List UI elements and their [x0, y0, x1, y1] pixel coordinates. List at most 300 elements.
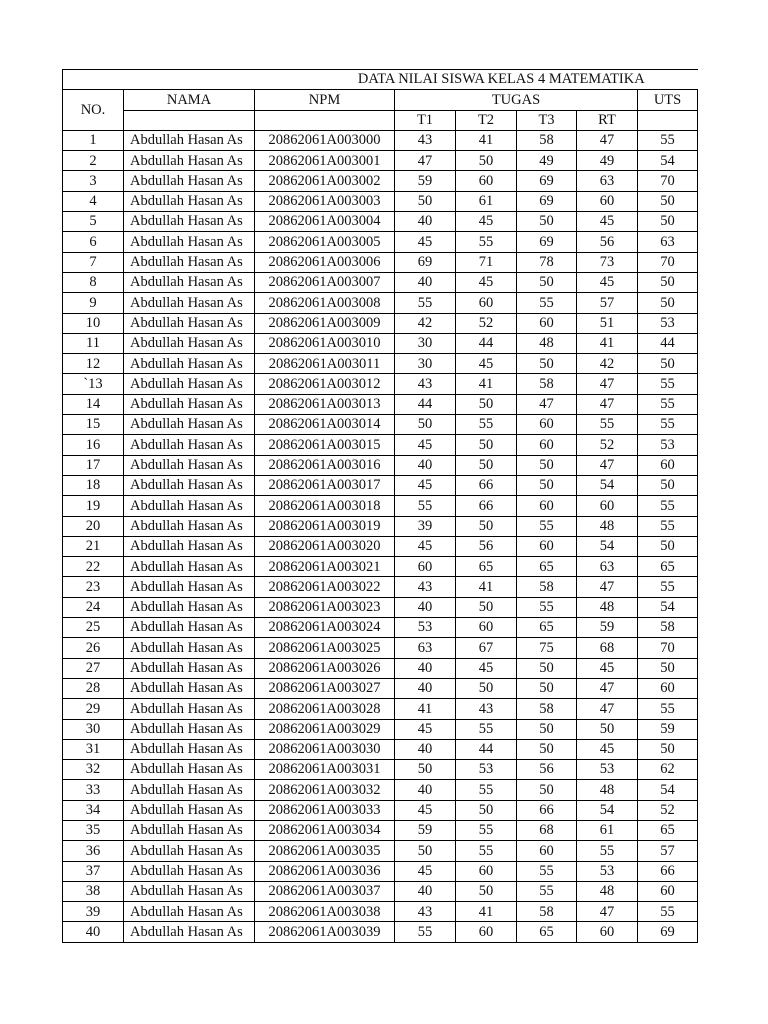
cell-t3: 50: [517, 678, 577, 698]
cell-t3: 60: [517, 435, 577, 455]
cell-nama: Abdullah Hasan As: [124, 739, 255, 759]
cell-t1: 55: [395, 293, 456, 313]
cell-t3: 50: [517, 739, 577, 759]
title-row: [63, 70, 698, 90]
cell-no: 8: [63, 272, 124, 292]
cell-t3: 50: [517, 272, 577, 292]
cell-rt: 63: [577, 171, 638, 191]
cell-no: 35: [63, 820, 124, 840]
header-t1: T1: [395, 110, 456, 130]
cell-nama: Abdullah Hasan As: [124, 902, 255, 922]
cell-nama: Abdullah Hasan As: [124, 557, 255, 577]
cell-t2: 60: [456, 293, 517, 313]
table-row: [63, 800, 698, 820]
cell-rt: 54: [577, 475, 638, 495]
cell-npm: 20862061A003023: [255, 597, 395, 617]
cell-t2: 60: [456, 618, 517, 638]
cell-no: 25: [63, 618, 124, 638]
cell-t3: 50: [517, 780, 577, 800]
table-row: [63, 455, 698, 475]
cell-npm: 20862061A003010: [255, 333, 395, 353]
cell-t2: 45: [456, 272, 517, 292]
table-row: [63, 374, 698, 394]
cell-no: 40: [63, 922, 124, 942]
cell-t3: 47: [517, 394, 577, 414]
cell-t3: 58: [517, 577, 577, 597]
table-row: [63, 232, 698, 252]
cell-t3: 66: [517, 800, 577, 820]
cell-no: 27: [63, 658, 124, 678]
cell-t2: 50: [456, 597, 517, 617]
cell-nama: Abdullah Hasan As: [124, 415, 255, 435]
cell-t1: 45: [395, 475, 456, 495]
cell-t3: 60: [517, 536, 577, 556]
cell-t2: 50: [456, 516, 517, 536]
cell-npm: 20862061A003039: [255, 922, 395, 942]
table-row: [63, 577, 698, 597]
cell-nama: Abdullah Hasan As: [124, 130, 255, 150]
cell-uts: 54: [638, 151, 698, 171]
grades-table: [62, 69, 698, 943]
cell-npm: 20862061A003036: [255, 861, 395, 881]
cell-npm: 20862061A003033: [255, 800, 395, 820]
cell-t1: 45: [395, 435, 456, 455]
cell-rt: 60: [577, 191, 638, 211]
header-tugas: TUGAS: [395, 90, 638, 110]
cell-nama: Abdullah Hasan As: [124, 313, 255, 333]
table-row: [63, 780, 698, 800]
table-row: [63, 272, 698, 292]
cell-t3: 55: [517, 516, 577, 536]
cell-rt: 48: [577, 780, 638, 800]
cell-t1: 43: [395, 902, 456, 922]
cell-t1: 59: [395, 171, 456, 191]
cell-t1: 43: [395, 577, 456, 597]
cell-t1: 43: [395, 374, 456, 394]
cell-t1: 39: [395, 516, 456, 536]
table-row: [63, 435, 698, 455]
cell-rt: 55: [577, 841, 638, 861]
cell-npm: 20862061A003026: [255, 658, 395, 678]
cell-uts: 69: [638, 922, 698, 942]
cell-t2: 53: [456, 760, 517, 780]
cell-uts: 66: [638, 861, 698, 881]
cell-npm: 20862061A003000: [255, 130, 395, 150]
cell-uts: 50: [638, 658, 698, 678]
cell-no: 28: [63, 678, 124, 698]
cell-uts: 65: [638, 820, 698, 840]
cell-t3: 60: [517, 313, 577, 333]
cell-t2: 66: [456, 496, 517, 516]
cell-nama: Abdullah Hasan As: [124, 435, 255, 455]
cell-t1: 50: [395, 415, 456, 435]
cell-npm: 20862061A003001: [255, 151, 395, 171]
cell-rt: 41: [577, 333, 638, 353]
cell-nama: Abdullah Hasan As: [124, 455, 255, 475]
cell-t2: 44: [456, 333, 517, 353]
cell-rt: 45: [577, 272, 638, 292]
cell-nama: Abdullah Hasan As: [124, 780, 255, 800]
cell-npm: 20862061A003020: [255, 536, 395, 556]
cell-no: `13: [63, 374, 124, 394]
cell-t3: 60: [517, 415, 577, 435]
cell-no: 39: [63, 902, 124, 922]
cell-rt: 61: [577, 820, 638, 840]
table-row: [63, 516, 698, 536]
cell-rt: 47: [577, 130, 638, 150]
cell-t2: 60: [456, 171, 517, 191]
header-t3: T3: [517, 110, 577, 130]
cell-t2: 50: [456, 678, 517, 698]
cell-uts: 60: [638, 881, 698, 901]
cell-t3: 75: [517, 638, 577, 658]
cell-t2: 55: [456, 719, 517, 739]
cell-t1: 47: [395, 151, 456, 171]
table-row: [63, 902, 698, 922]
cell-t2: 60: [456, 861, 517, 881]
table-row: [63, 313, 698, 333]
cell-uts: 57: [638, 841, 698, 861]
cell-no: 5: [63, 212, 124, 232]
table-row: [63, 333, 698, 353]
cell-uts: 58: [638, 618, 698, 638]
table-row: [63, 475, 698, 495]
cell-rt: 55: [577, 415, 638, 435]
cell-rt: 45: [577, 739, 638, 759]
cell-npm: 20862061A003005: [255, 232, 395, 252]
cell-uts: 53: [638, 435, 698, 455]
cell-nama: Abdullah Hasan As: [124, 191, 255, 211]
cell-no: 19: [63, 496, 124, 516]
cell-uts: 55: [638, 415, 698, 435]
header-uts-empty: [638, 110, 698, 130]
cell-nama: Abdullah Hasan As: [124, 841, 255, 861]
cell-uts: 44: [638, 333, 698, 353]
cell-nama: Abdullah Hasan As: [124, 699, 255, 719]
cell-rt: 47: [577, 902, 638, 922]
cell-rt: 53: [577, 760, 638, 780]
cell-t3: 78: [517, 252, 577, 272]
cell-t3: 65: [517, 618, 577, 638]
cell-npm: 20862061A003027: [255, 678, 395, 698]
cell-npm: 20862061A003025: [255, 638, 395, 658]
cell-npm: 20862061A003032: [255, 780, 395, 800]
cell-rt: 45: [577, 212, 638, 232]
cell-t2: 65: [456, 557, 517, 577]
cell-rt: 42: [577, 354, 638, 374]
cell-t3: 60: [517, 496, 577, 516]
cell-t1: 50: [395, 760, 456, 780]
cell-no: 20: [63, 516, 124, 536]
cell-rt: 54: [577, 800, 638, 820]
cell-uts: 59: [638, 719, 698, 739]
table-row: [63, 496, 698, 516]
cell-rt: 68: [577, 638, 638, 658]
cell-no: 30: [63, 719, 124, 739]
cell-t2: 44: [456, 739, 517, 759]
cell-t2: 50: [456, 394, 517, 414]
cell-npm: 20862061A003038: [255, 902, 395, 922]
cell-no: 3: [63, 171, 124, 191]
cell-uts: 60: [638, 455, 698, 475]
cell-t3: 50: [517, 212, 577, 232]
cell-rt: 53: [577, 861, 638, 881]
table-title: DATA NILAI SISWA KELAS 4 MATEMATIKA: [357, 71, 645, 88]
cell-no: 31: [63, 739, 124, 759]
cell-npm: 20862061A003008: [255, 293, 395, 313]
cell-no: 6: [63, 232, 124, 252]
cell-nama: Abdullah Hasan As: [124, 881, 255, 901]
cell-t2: 55: [456, 820, 517, 840]
cell-t1: 45: [395, 861, 456, 881]
cell-t2: 60: [456, 922, 517, 942]
cell-nama: Abdullah Hasan As: [124, 394, 255, 414]
cell-npm: 20862061A003037: [255, 881, 395, 901]
cell-nama: Abdullah Hasan As: [124, 272, 255, 292]
cell-rt: 63: [577, 557, 638, 577]
table-row: [63, 820, 698, 840]
cell-t3: 48: [517, 333, 577, 353]
cell-t3: 50: [517, 354, 577, 374]
table-row: [63, 394, 698, 414]
cell-t2: 61: [456, 191, 517, 211]
cell-nama: Abdullah Hasan As: [124, 252, 255, 272]
cell-t1: 45: [395, 800, 456, 820]
cell-nama: Abdullah Hasan As: [124, 333, 255, 353]
cell-no: 1: [63, 130, 124, 150]
cell-uts: 55: [638, 130, 698, 150]
cell-t1: 45: [395, 536, 456, 556]
cell-t3: 58: [517, 374, 577, 394]
table-row: [63, 841, 698, 861]
cell-t1: 69: [395, 252, 456, 272]
table-row: [63, 293, 698, 313]
header-row-2: [63, 110, 698, 130]
table-row: [63, 678, 698, 698]
cell-npm: 20862061A003019: [255, 516, 395, 536]
cell-npm: 20862061A003002: [255, 171, 395, 191]
cell-uts: 62: [638, 760, 698, 780]
cell-uts: 50: [638, 272, 698, 292]
cell-t1: 40: [395, 272, 456, 292]
table-row: [63, 252, 698, 272]
cell-t3: 65: [517, 922, 577, 942]
cell-rt: 47: [577, 374, 638, 394]
table-row: [63, 881, 698, 901]
cell-nama: Abdullah Hasan As: [124, 171, 255, 191]
cell-t1: 50: [395, 191, 456, 211]
cell-t3: 49: [517, 151, 577, 171]
cell-rt: 45: [577, 658, 638, 678]
cell-uts: 52: [638, 800, 698, 820]
cell-nama: Abdullah Hasan As: [124, 354, 255, 374]
cell-uts: 50: [638, 293, 698, 313]
cell-t3: 60: [517, 841, 577, 861]
cell-npm: 20862061A003030: [255, 739, 395, 759]
cell-npm: 20862061A003034: [255, 820, 395, 840]
cell-t3: 58: [517, 130, 577, 150]
cell-npm: 20862061A003013: [255, 394, 395, 414]
table-row: [63, 922, 698, 942]
cell-npm: 20862061A003004: [255, 212, 395, 232]
cell-t3: 65: [517, 557, 577, 577]
cell-t2: 41: [456, 577, 517, 597]
table-row: [63, 536, 698, 556]
cell-uts: 55: [638, 496, 698, 516]
cell-npm: 20862061A003006: [255, 252, 395, 272]
cell-nama: Abdullah Hasan As: [124, 475, 255, 495]
cell-no: 11: [63, 333, 124, 353]
cell-t1: 41: [395, 699, 456, 719]
cell-rt: 56: [577, 232, 638, 252]
cell-no: 18: [63, 475, 124, 495]
header-nama: NAMA: [124, 90, 255, 110]
cell-t3: 50: [517, 719, 577, 739]
table-row: [63, 597, 698, 617]
header-npm-empty: [255, 110, 395, 130]
cell-t2: 50: [456, 800, 517, 820]
cell-uts: 55: [638, 902, 698, 922]
cell-uts: 55: [638, 394, 698, 414]
cell-nama: Abdullah Hasan As: [124, 618, 255, 638]
table-row: [63, 191, 698, 211]
cell-t1: 40: [395, 780, 456, 800]
cell-t2: 50: [456, 435, 517, 455]
cell-no: 14: [63, 394, 124, 414]
cell-t2: 45: [456, 212, 517, 232]
cell-no: 7: [63, 252, 124, 272]
cell-npm: 20862061A003018: [255, 496, 395, 516]
cell-rt: 50: [577, 719, 638, 739]
cell-nama: Abdullah Hasan As: [124, 922, 255, 942]
cell-no: 36: [63, 841, 124, 861]
cell-t1: 45: [395, 232, 456, 252]
cell-t2: 66: [456, 475, 517, 495]
cell-t3: 68: [517, 820, 577, 840]
cell-t1: 60: [395, 557, 456, 577]
table-row: [63, 699, 698, 719]
cell-t3: 56: [517, 760, 577, 780]
cell-nama: Abdullah Hasan As: [124, 820, 255, 840]
cell-t2: 50: [456, 151, 517, 171]
table-row: [63, 658, 698, 678]
cell-no: 23: [63, 577, 124, 597]
cell-rt: 52: [577, 435, 638, 455]
table-row: [63, 171, 698, 191]
cell-t3: 50: [517, 455, 577, 475]
cell-nama: Abdullah Hasan As: [124, 577, 255, 597]
cell-uts: 50: [638, 354, 698, 374]
cell-t1: 63: [395, 638, 456, 658]
cell-uts: 55: [638, 374, 698, 394]
cell-no: 12: [63, 354, 124, 374]
cell-uts: 70: [638, 171, 698, 191]
cell-t3: 50: [517, 475, 577, 495]
cell-npm: 20862061A003029: [255, 719, 395, 739]
cell-t1: 40: [395, 658, 456, 678]
cell-npm: 20862061A003021: [255, 557, 395, 577]
cell-t3: 50: [517, 658, 577, 678]
header-uts: UTS: [638, 90, 698, 110]
cell-npm: 20862061A003014: [255, 415, 395, 435]
cell-t1: 55: [395, 922, 456, 942]
cell-no: 16: [63, 435, 124, 455]
cell-rt: 47: [577, 678, 638, 698]
table-row: [63, 618, 698, 638]
cell-t3: 69: [517, 232, 577, 252]
cell-t2: 50: [456, 881, 517, 901]
cell-t2: 50: [456, 455, 517, 475]
cell-no: 17: [63, 455, 124, 475]
cell-rt: 73: [577, 252, 638, 272]
table-row: [63, 557, 698, 577]
cell-t2: 55: [456, 780, 517, 800]
cell-t2: 52: [456, 313, 517, 333]
cell-npm: 20862061A003035: [255, 841, 395, 861]
cell-rt: 60: [577, 922, 638, 942]
table-row: [63, 861, 698, 881]
cell-no: 4: [63, 191, 124, 211]
cell-rt: 47: [577, 455, 638, 475]
cell-t1: 40: [395, 597, 456, 617]
cell-t1: 40: [395, 739, 456, 759]
cell-npm: 20862061A003031: [255, 760, 395, 780]
cell-t3: 58: [517, 699, 577, 719]
cell-uts: 63: [638, 232, 698, 252]
cell-rt: 51: [577, 313, 638, 333]
cell-nama: Abdullah Hasan As: [124, 374, 255, 394]
cell-t3: 69: [517, 191, 577, 211]
cell-npm: 20862061A003017: [255, 475, 395, 495]
cell-uts: 50: [638, 212, 698, 232]
cell-t3: 55: [517, 881, 577, 901]
cell-npm: 20862061A003028: [255, 699, 395, 719]
table-row: [63, 739, 698, 759]
cell-nama: Abdullah Hasan As: [124, 151, 255, 171]
table-row: [63, 354, 698, 374]
cell-npm: 20862061A003015: [255, 435, 395, 455]
cell-uts: 65: [638, 557, 698, 577]
cell-t3: 58: [517, 902, 577, 922]
cell-t2: 71: [456, 252, 517, 272]
cell-npm: 20862061A003012: [255, 374, 395, 394]
cell-nama: Abdullah Hasan As: [124, 516, 255, 536]
cell-t1: 44: [395, 394, 456, 414]
cell-no: 32: [63, 760, 124, 780]
cell-nama: Abdullah Hasan As: [124, 232, 255, 252]
cell-t2: 45: [456, 658, 517, 678]
cell-nama: Abdullah Hasan As: [124, 861, 255, 881]
cell-npm: 20862061A003003: [255, 191, 395, 211]
header-nama-empty: [124, 110, 255, 130]
cell-uts: 70: [638, 638, 698, 658]
cell-no: 24: [63, 597, 124, 617]
cell-uts: 53: [638, 313, 698, 333]
cell-rt: 47: [577, 699, 638, 719]
cell-nama: Abdullah Hasan As: [124, 719, 255, 739]
cell-uts: 54: [638, 780, 698, 800]
cell-no: 26: [63, 638, 124, 658]
cell-uts: 50: [638, 191, 698, 211]
cell-rt: 48: [577, 881, 638, 901]
table-body: [63, 130, 698, 942]
cell-no: 33: [63, 780, 124, 800]
cell-uts: 50: [638, 475, 698, 495]
cell-no: 38: [63, 881, 124, 901]
cell-no: 2: [63, 151, 124, 171]
cell-nama: Abdullah Hasan As: [124, 212, 255, 232]
header-npm: NPM: [255, 90, 395, 110]
